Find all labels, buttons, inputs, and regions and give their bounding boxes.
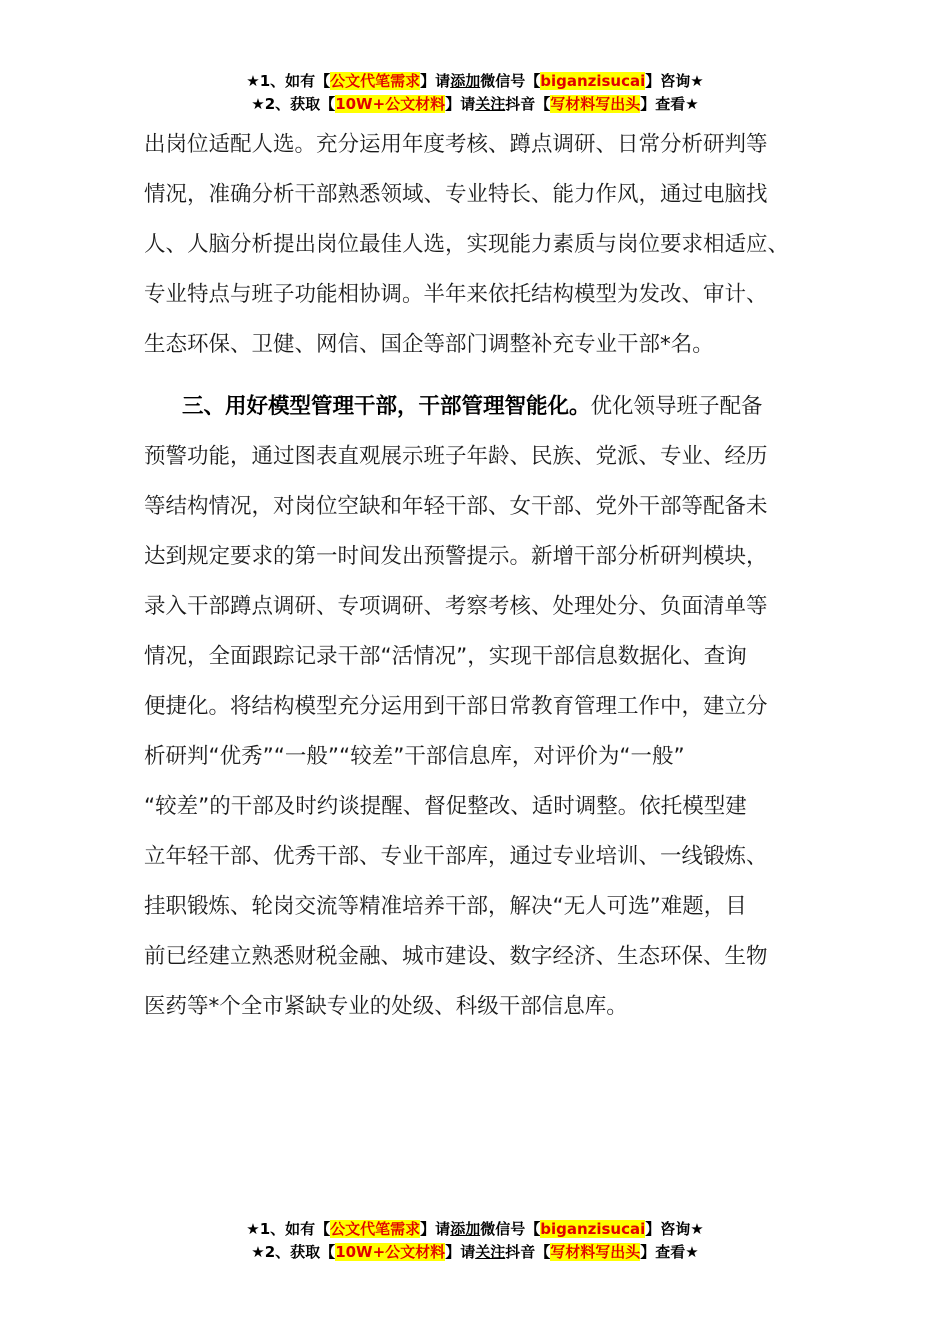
text-line: 三、用好模型管理干部，干部管理智能化。优化领导班子配备 [182,394,763,419]
text-line: 挂职锻炼、轮岗交流等精准培养干部，解决“无人可选”难题，目 [144,894,747,919]
banner-line-1: ★1、如有【公文代笔需求】请添加微信号【biganzisucai】咨询★ [246,1220,704,1238]
wechat-id: biganzisucai [540,1220,646,1238]
paragraph-1 [144,120,824,370]
section-heading: 三、用好模型管理干部，干部管理智能化。 [182,394,591,419]
highlight-text: 公文代笔需求 [330,1220,421,1238]
text-line: 人、人脑分析提出岗位最佳人选，实现能力素质与岗位要求相适应、 [144,232,790,257]
document-body [144,120,824,1032]
banner-line-2: ★2、获取【10W+公文材料】请关注抖音【写材料写出头】查看★ [251,95,699,113]
text-line: 达到规定要求的第一时间发出预警提示。新增干部分析研判模块， [144,544,768,569]
wechat-id: biganzisucai [540,72,646,90]
paragraph-gap [144,370,824,382]
text-line: 立年轻干部、优秀干部、专业干部库，通过专业培训、一线锻炼、 [144,844,768,869]
douyin-account: 写材料写出头 [550,1243,641,1261]
highlight-text: 公文代笔需求 [330,72,421,90]
text-line: 等结构情况，对岗位空缺和年轻干部、女干部、党外干部等配备未 [144,494,768,519]
text-line: 生态环保、卫健、网信、国企等部门调整补充专业干部*名。 [144,332,714,357]
text-line: 情况，准确分析干部熟悉领域、专业特长、能力作风，通过电脑找 [144,182,768,207]
text-line: 析研判“优秀”“一般”“较差”干部信息库，对评价为“一般” [144,744,685,769]
text-line: 情况，全面跟踪记录干部“活情况”，实现干部信息数据化、查询 [144,644,747,669]
text-line: 出岗位适配人选。充分运用年度考核、蹲点调研、日常分析研判等 [144,132,768,157]
footer-banner [0,1218,950,1264]
text-line: 专业特点与班子功能相协调。半年来依托结构模型为发改、审计、 [144,282,768,307]
banner-line-1: ★1、如有【公文代笔需求】请添加微信号【biganzisucai】咨询★ [246,72,704,90]
text-line: 前已经建立熟悉财税金融、城市建设、数字经济、生态环保、生物 [144,944,768,969]
header-banner [0,70,950,116]
douyin-account: 写材料写出头 [550,95,641,113]
highlight-text: 10W+公文材料 [335,1243,446,1261]
text-line: 医药等*个全市紧缺专业的处级、科级干部信息库。 [144,994,628,1019]
text-line: 便捷化。将结构模型充分运用到干部日常教育管理工作中，建立分 [144,694,768,719]
text-line: “较差”的干部及时约谈提醒、督促整改、适时调整。依托模型建 [144,794,747,819]
text-line: 预警功能，通过图表直观展示班子年龄、民族、党派、专业、经历 [144,444,768,469]
highlight-text: 10W+公文材料 [335,95,446,113]
paragraph-2 [144,382,824,1032]
text-line: 录入干部蹲点调研、专项调研、考察考核、处理处分、负面清单等 [144,594,768,619]
banner-line-2: ★2、获取【10W+公文材料】请关注抖音【写材料写出头】查看★ [251,1243,699,1261]
